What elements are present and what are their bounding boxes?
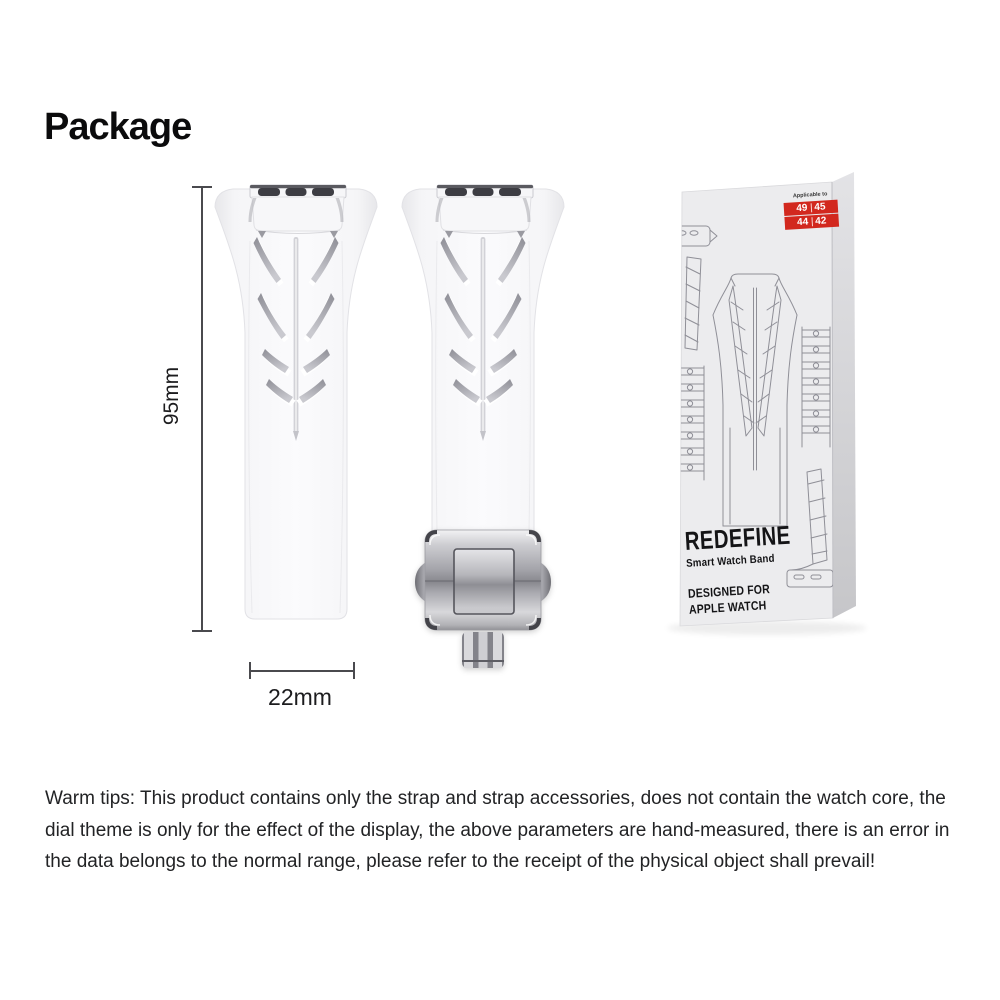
- strap-adapter: [250, 185, 346, 198]
- warm-tips-line-2: dial theme is only for the effect of the display, the above parameters are hand-measured, there is an error in: [45, 819, 950, 841]
- badge-size-45: 45: [814, 200, 826, 213]
- width-measure-line: [249, 662, 355, 679]
- clasp-link: [462, 632, 504, 668]
- butterfly-clasp: [415, 528, 551, 674]
- length-label: 95mm: [160, 366, 183, 426]
- warm-tips: [45, 783, 949, 878]
- clasp-ear-left: [415, 562, 426, 602]
- designed-for-line-2: APPLE WATCH: [688, 597, 767, 617]
- designed-for-line-1: DESIGNED FOR: [687, 582, 771, 601]
- clasp-body: [425, 530, 541, 630]
- box-size-badge: [783, 191, 839, 230]
- page-title: Package: [44, 106, 192, 148]
- groove-highlight: [295, 239, 296, 431]
- width-label: 22mm: [268, 684, 332, 710]
- warm-tips-line-1: Warm tips: This product contains only the strap and strap accessories, does not contain the watch core, the: [45, 788, 946, 809]
- badge-divider-icon: [811, 217, 813, 226]
- badge-size-44: 44: [796, 216, 809, 229]
- box-print-text: [684, 517, 839, 618]
- clasp-ear-right: [540, 562, 551, 602]
- clasp-inner-plate: [454, 549, 514, 614]
- length-measure-line: [192, 186, 212, 632]
- badge-size-row-1: [784, 199, 839, 215]
- strap-adapter: [437, 185, 533, 198]
- badge-size-42: 42: [814, 215, 827, 228]
- badge-divider-icon: [810, 203, 812, 212]
- watch-strap-front: [213, 183, 379, 623]
- badge-caption: Applicable to: [792, 191, 828, 200]
- brand-subtitle: Smart Watch Band: [685, 552, 775, 570]
- badge-size-49: 49: [795, 202, 808, 214]
- warm-tips-line-3: the data belongs to the normal range, please refer to the receipt of the physical object shall prevail!: [45, 851, 876, 872]
- brand-name: REDEFINE: [684, 519, 792, 556]
- groove-highlight: [482, 239, 483, 431]
